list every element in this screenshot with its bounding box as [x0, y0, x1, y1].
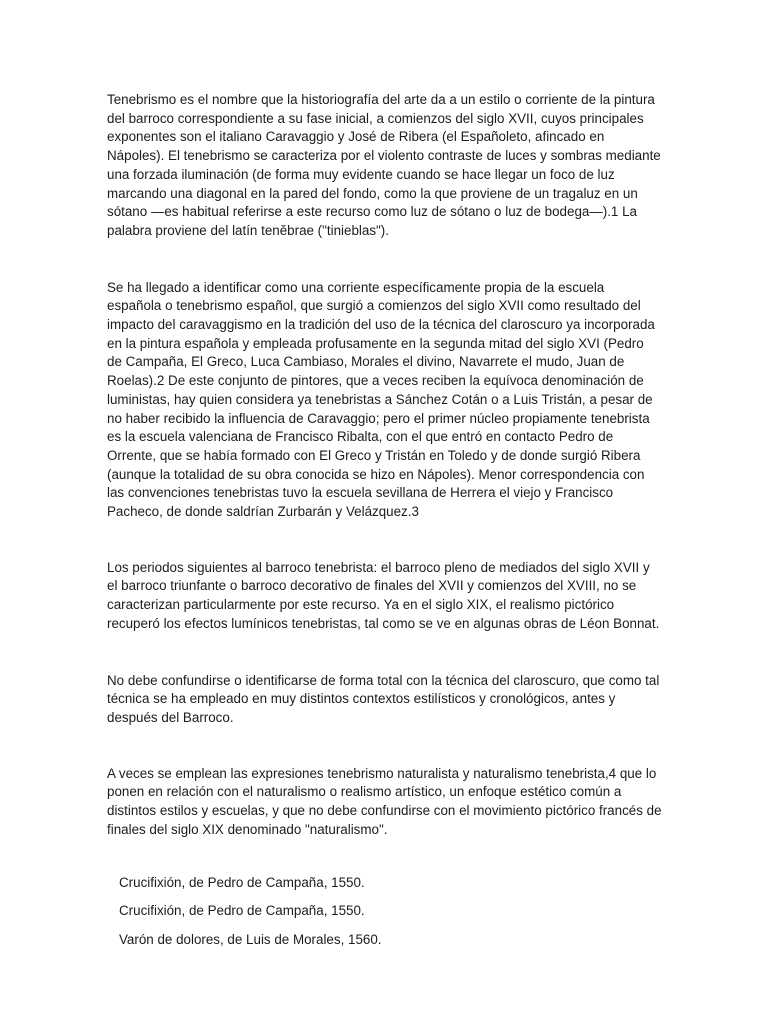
paragraph-tenebrismo-espanol: Se ha llegado a identificar como una corriente específicamente propia de la escuela española o tenebrismo español, que surgió a comienzos del siglo XVII como resultado del impacto del caravaggismo en la tradición del uso de la técnica del claroscuro ya incorporada en la pintura española y empleada profusamente en la segunda mitad del siglo XVI (Pedro de Campaña, El Greco, Luca Cambiaso, Morales el divino, Navarrete el mudo, Juan de Roelas).2 De este conjunto de pintores, que a veces reciben la equívoca denominación de luministas, hay quien considera ya tenebristas a Sánchez Cotán o a Luis Tristán, a pesar de no haber recibido la influencia de Caravaggio; pero el primer núcleo propiamente tenebrista es la escuela valenciana de Francisco Ribalta, con el que entró en contacto Pedro de Orrente, que se había formado con El Greco y Tristán en Toledo y de donde surgió Ribera (aunque la totalidad de su obra conocida se hizo en Nápoles). Menor correspondencia con las convenciones tenebristas tuvo la escuela sevillana de Herrera el viejo y Francisco Pacheco, de donde saldrían Zurbarán y Velázquez.3: [107, 279, 655, 520]
paragraph-periodos-siguientes: Los periodos siguientes al barroco tenebrista: el barroco pleno de mediados del siglo XVII y el barroco triunfante o barroco decorativo de finales del XVII y comienzos del XVIII, no se caracterizan particularmente por este recurso. Ya en el siglo XIX, el realismo pictórico recuperó los efectos lumínicos tenebristas, tal como se ve en algunas obras de Léon Bonnat.: [107, 559, 660, 631]
paragraph-spacer: [107, 522, 662, 559]
paragraph-naturalismo: A veces se emplean las expresiones tenebrismo naturalista y naturalismo tenebrista,4 que lo ponen en relación con el naturalismo o realismo artístico, un enfoque estético común a distintos estilos y escuelas, y que no debe confundirse con el movimiento pictórico francés de finales del siglo XIX denominado "naturalismo".: [107, 765, 662, 837]
document-body: [107, 91, 662, 959]
image-captions-list: [107, 874, 662, 960]
paragraph-spacer: [107, 241, 662, 279]
paragraph-tenebrismo-definition: Tenebrismo es el nombre que la historiografía del arte da a un estilo o corriente de la pintura del barroco correspondiente a su fase inicial, a comienzos del siglo XVII, cuyos principales exponentes son el italiano Caravaggio y José de Ribera (el Españoleto, afincado en Nápoles). El tenebrismo se caracteriza por el violento contraste de luces y sombras mediante una forzada iluminación (de forma muy evidente cuando se hace llegar un foco de luz marcando una diagonal en la pared del fondo, como la que proviene de un tragaluz en un sótano —es habitual referirse a este recurso como luz de sótano o luz de bodega—).1 La palabra proviene del latín tenĕbrae ("tinieblas").: [107, 92, 661, 238]
paragraph-claroscuro: No debe confundirse o identificarse de forma total con la técnica del claroscuro, que como tal técnica se ha empleado en muy distintos contextos estilísticos y cronológicos, antes y después del Barroco.: [107, 672, 660, 725]
image-caption: Crucifixión, de Pedro de Campaña, 1550.: [119, 874, 365, 890]
paragraph-spacer: [107, 728, 662, 765]
image-caption: Varón de dolores, de Luis de Morales, 1560.: [119, 931, 382, 947]
paragraph-spacer: [107, 634, 662, 672]
image-caption: Crucifixión, de Pedro de Campaña, 1550.: [119, 903, 365, 918]
